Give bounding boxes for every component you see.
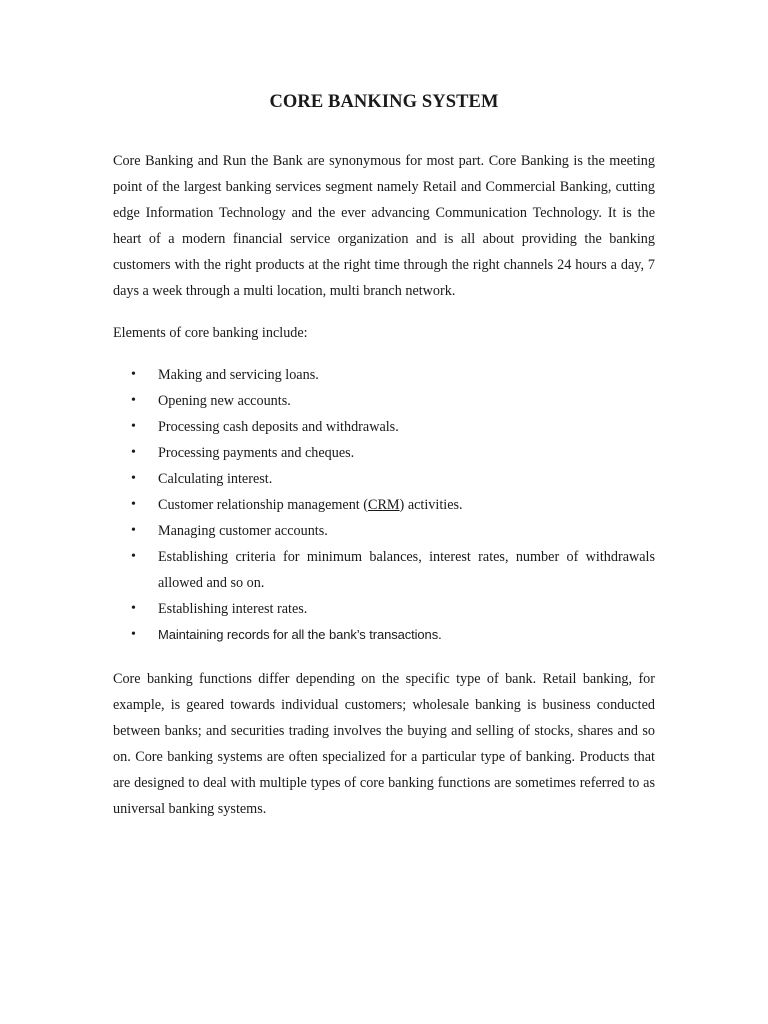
list-item-text (158, 497, 463, 513)
list-item (113, 414, 655, 440)
bullet-icon: • (131, 367, 136, 382)
list-item (113, 518, 655, 544)
document-page (113, 88, 655, 838)
list-item (113, 466, 655, 492)
bullet-icon: • (131, 393, 136, 408)
list-item-text: Processing payments and cheques. (158, 445, 355, 461)
bullet-icon: • (131, 549, 136, 564)
list-item-text: Processing cash deposits and withdrawals. (158, 419, 399, 435)
elements-intro: Elements of core banking include: (113, 325, 308, 341)
bullet-icon: • (131, 445, 136, 460)
list-item-text: Establishing criteria for minimum balances, interest rates, number of withdrawals allowed and so on. (158, 549, 655, 591)
list-item-text: Making and servicing loans. (158, 367, 319, 383)
list-item (113, 440, 655, 466)
bullet-icon: • (131, 419, 136, 434)
core-banking-elements-list (113, 362, 655, 648)
list-item (113, 492, 655, 518)
list-item (113, 544, 655, 596)
list-item-text: Opening new accounts. (158, 393, 291, 409)
intro-paragraph: Core Banking and Run the Bank are synonymous for most part. Core Banking is the meeting point of the largest banking services segment namely Retail and Commercial Banking, cutting edge Information Technology and the ever advancing Communication Technology. It is the heart of a modern financial service organization and is all about providing the banking customers with the right products at the right time through the right channels 24 hours a day, 7 days a week through a multi location, multi branch network. (113, 153, 655, 299)
list-item (113, 388, 655, 414)
bullet-icon: • (131, 627, 136, 642)
list-item-text: Maintaining records for all the bank’s transactions. (158, 627, 442, 642)
bullet-icon: • (131, 497, 136, 512)
bullet-icon: • (131, 471, 136, 486)
list-item (113, 596, 655, 622)
list-item (113, 622, 655, 648)
list-item-text: Managing customer accounts. (158, 523, 328, 539)
document-title: CORE BANKING SYSTEM (269, 92, 499, 112)
crm-prefix-text: Customer relationship management ( (158, 497, 368, 513)
list-item (113, 362, 655, 388)
crm-link[interactable]: CRM (368, 497, 400, 513)
bullet-icon: • (131, 601, 136, 616)
bullet-icon: • (131, 523, 136, 538)
crm-suffix-text: ) activities. (399, 497, 463, 513)
closing-paragraph: Core banking functions differ depending on the specific type of bank. Retail banking, for example, is geared towards individual customers; wholesale banking is business conducted between banks; and securities trading involves the buying and selling of stocks, shares and so on. Core banking systems are often specialized for a particular type of banking. Products that are designed to deal with multiple types of core banking functions are sometimes referred to as universal banking systems. (113, 671, 655, 817)
list-item-text: Calculating interest. (158, 471, 273, 487)
list-item-text: Establishing interest rates. (158, 601, 308, 617)
